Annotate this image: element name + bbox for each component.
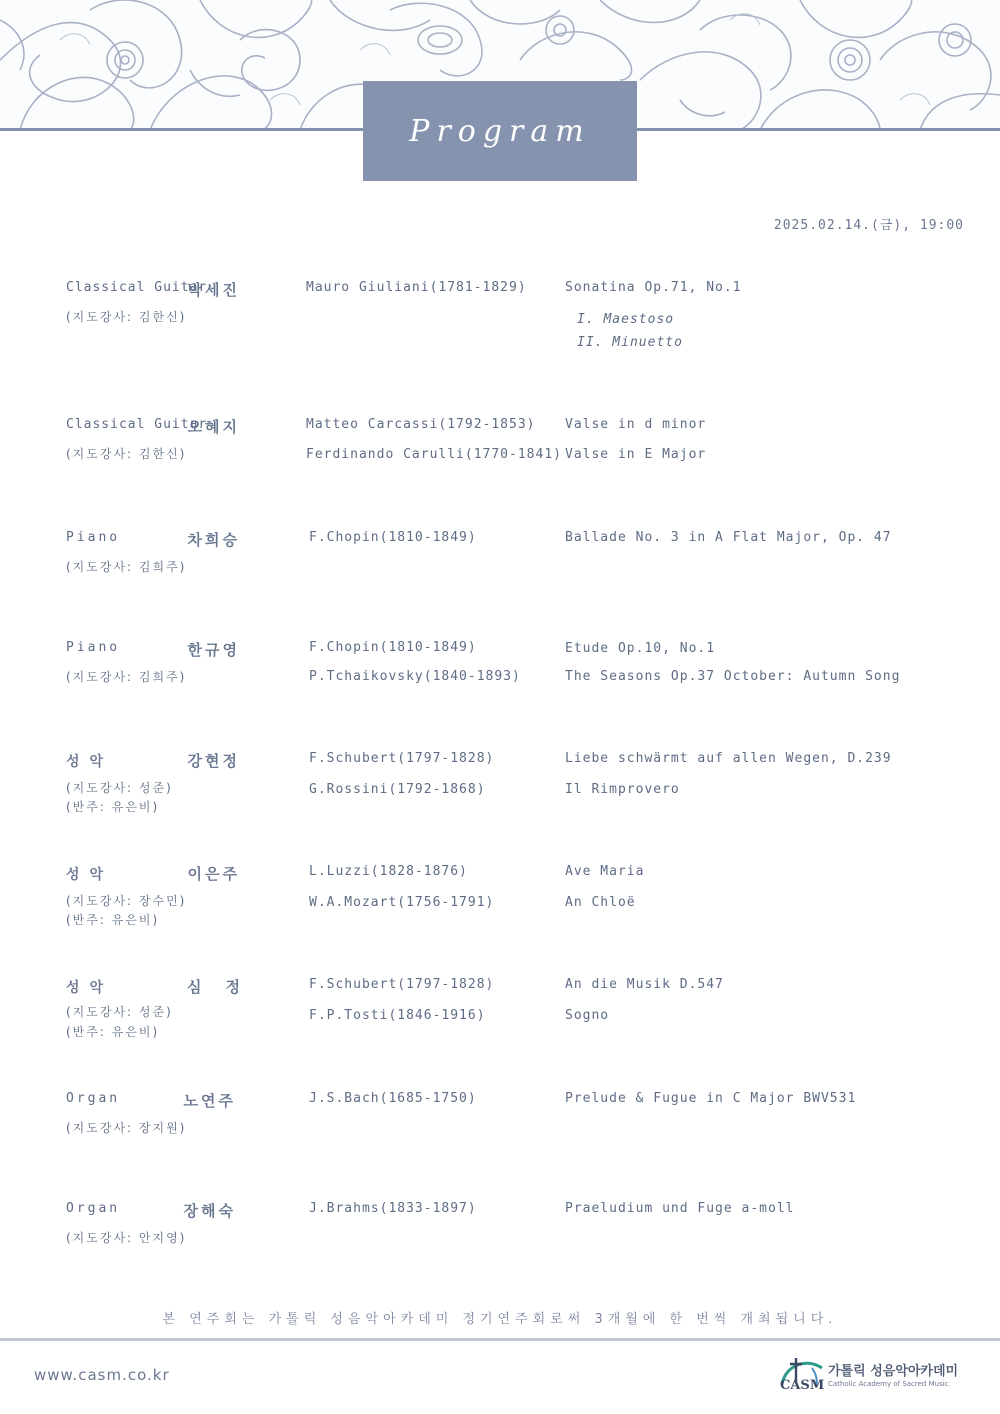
- work-title: Ave Maria: [565, 864, 645, 879]
- teacher-label: (지도강사: 김한신): [66, 447, 187, 461]
- work-title: Etude Op.10, No.1: [565, 641, 716, 656]
- instrument-label: 성악: [66, 867, 114, 883]
- composer: P.Tchaikovsky(1840-1893): [309, 669, 521, 684]
- teacher-label: (지도강사: 장지원): [66, 1121, 187, 1135]
- performer-name: 장해숙: [183, 1202, 236, 1220]
- composer: F.Chopin(1810-1849): [309, 640, 477, 655]
- work-title: An die Musik D.547: [565, 977, 724, 992]
- composer: Mauro Giuliani(1781-1829): [306, 280, 527, 295]
- composer: F.Chopin(1810-1849): [309, 530, 477, 545]
- composer: L.Luzzi(1828-1876): [309, 864, 468, 879]
- footer-note: 본 연주회는 가톨릭 성음악아카데미 정기연주회로써 3개월에 한 번씩 개최됩니다.: [162, 1312, 838, 1327]
- performer-name: 심정: [187, 978, 264, 996]
- teacher-label: (지도강사: 김한신): [66, 310, 187, 324]
- composer: Matteo Carcassi(1792-1853): [306, 417, 536, 432]
- concert-date: 2025.02.14.(금), 19:00: [773, 218, 964, 233]
- teacher-label: (지도강사: 성준): [66, 1005, 173, 1019]
- work-title: Valse in E Major: [565, 447, 707, 462]
- performer-name: 한규영: [187, 641, 240, 659]
- composer: J.S.Bach(1685-1750): [309, 1091, 477, 1106]
- performer-name: 오혜지: [187, 418, 240, 436]
- teacher-label: (지도강사: 김희주): [66, 670, 187, 684]
- logo-abbreviation: CASM: [780, 1378, 825, 1393]
- composer: J.Brahms(1833-1897): [309, 1201, 477, 1216]
- casm-logo: [778, 1352, 978, 1398]
- performer-name: 박세진: [187, 281, 240, 299]
- movement: II. Minuetto: [577, 335, 683, 350]
- footer-divider: [0, 1338, 1000, 1341]
- composer: G.Rossini(1792-1868): [309, 782, 486, 797]
- composer: Ferdinando Carulli(1770-1841): [306, 447, 562, 462]
- composer: F.Schubert(1797-1828): [309, 977, 495, 992]
- page-title: Program: [409, 113, 591, 149]
- logo-korean-name: 가톨릭 성음악아카데미: [828, 1364, 959, 1379]
- accompanist-label: (반주: 유은비): [66, 913, 160, 927]
- instrument-label: Organ: [66, 1091, 121, 1106]
- instrument-label: Piano: [66, 640, 121, 655]
- accompanist-label: (반주: 유은비): [66, 800, 160, 814]
- work-title: Sonatina Op.71, No.1: [565, 280, 742, 295]
- work-title: Sogno: [565, 1008, 610, 1023]
- title-box: [363, 81, 637, 181]
- work-title: Liebe schwärmt auf allen Wegen, D.239: [565, 751, 892, 766]
- instrument-label: 성악: [66, 754, 114, 770]
- instrument-label: Classical Guitar: [66, 417, 208, 432]
- composer: W.A.Mozart(1756-1791): [309, 895, 495, 910]
- performer-name: 노연주: [183, 1092, 236, 1110]
- accompanist-label: (반주: 유은비): [66, 1025, 160, 1039]
- work-title: Prelude & Fugue in C Major BWV531: [565, 1091, 857, 1106]
- composer: F.Schubert(1797-1828): [309, 751, 495, 766]
- website-link[interactable]: www.casm.co.kr: [34, 1366, 170, 1384]
- movement: I. Maestoso: [577, 312, 675, 327]
- teacher-label: (지도강사: 안지영): [66, 1231, 187, 1245]
- logo-english-name: Catholic Academy of Sacred Music: [828, 1380, 949, 1388]
- work-title: The Seasons Op.37 October: Autumn Song: [565, 669, 901, 684]
- performer-name: 차희승: [187, 531, 240, 549]
- work-title: Ballade No. 3 in A Flat Major, Op. 47: [565, 530, 892, 545]
- teacher-label: (지도강사: 김희주): [66, 560, 187, 574]
- instrument-label: Organ: [66, 1201, 121, 1216]
- teacher-label: (지도강사: 장수민): [66, 894, 187, 908]
- work-title: Valse in d minor: [565, 417, 707, 432]
- performer-name: 이은주: [187, 865, 240, 883]
- work-title: An Chloë: [565, 895, 636, 910]
- teacher-label: (지도강사: 성준): [66, 781, 173, 795]
- work-title: Praeludium und Fuge a-moll: [565, 1201, 795, 1216]
- instrument-label: Piano: [66, 530, 121, 545]
- instrument-label: Classical Guitar: [66, 280, 208, 295]
- composer: F.P.Tosti(1846-1916): [309, 1008, 486, 1023]
- instrument-label: 성악: [66, 980, 114, 996]
- work-title: Il Rimprovero: [565, 782, 680, 797]
- performer-name: 강현정: [187, 752, 240, 770]
